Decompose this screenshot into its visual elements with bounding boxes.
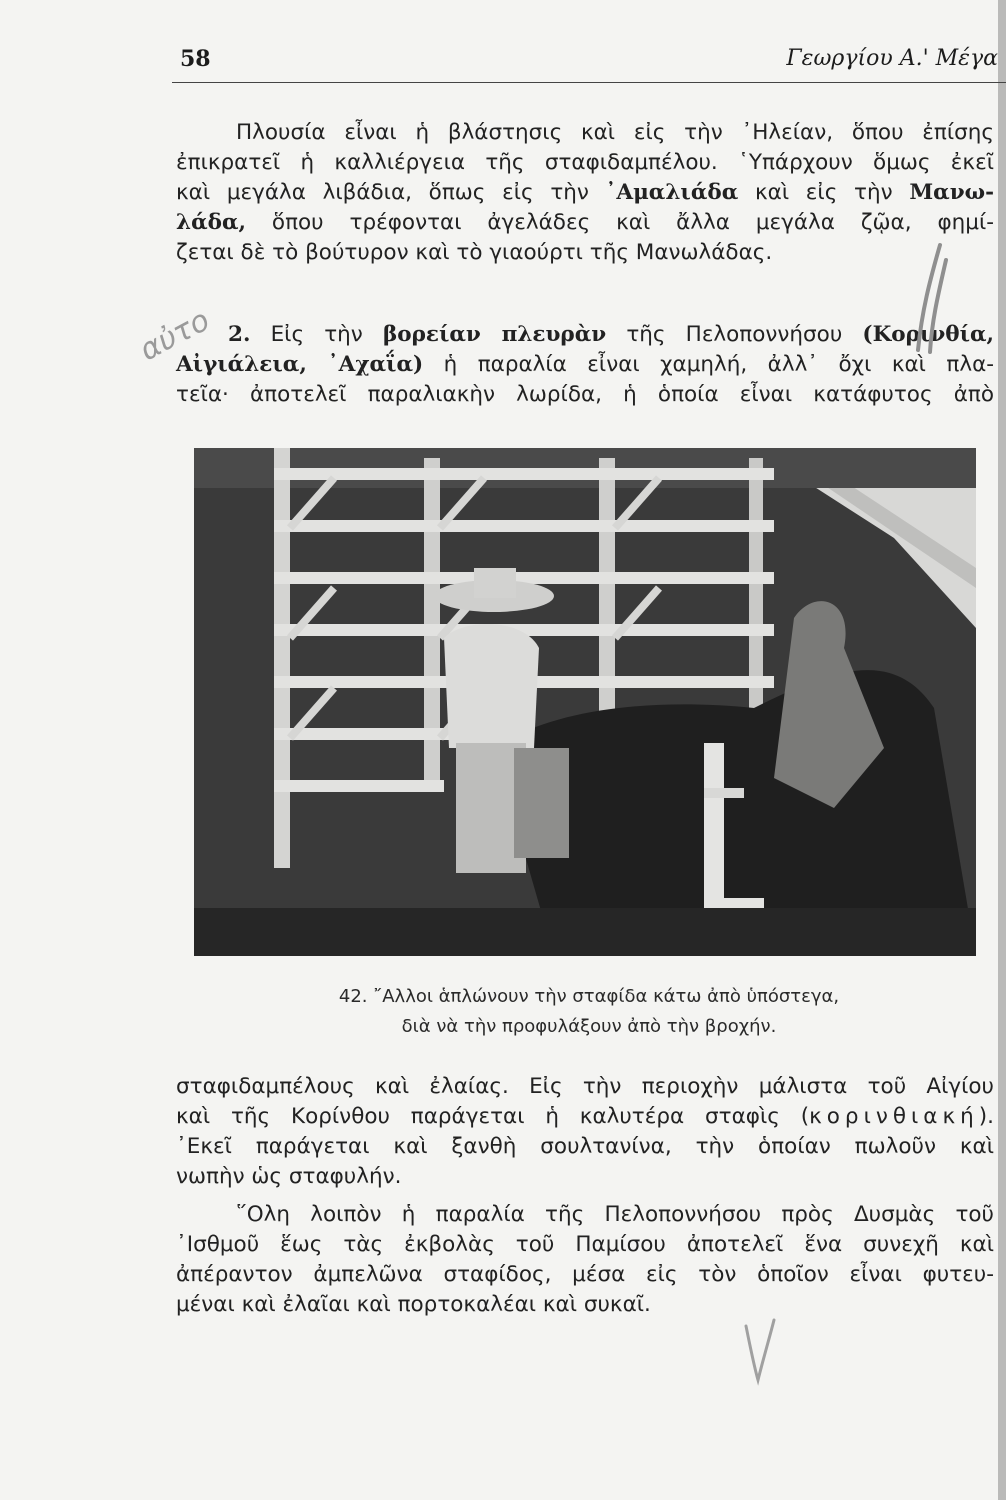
pencil-check-mark (740, 1316, 780, 1386)
text-line: καὶ τῆς Κορίνθου παράγεται ἡ καλυτέρα σταφὶς (κορινθιακή). (176, 1104, 994, 1129)
text-line: τεῖα· ἀποτελεῖ παραλιακὴν λωρίδα, ἡ ὁποία εἶναι κατάφυτος ἀπὸ (176, 382, 994, 407)
text-line: ἐπικρατεῖ ἡ καλλιέργεια τῆς σταφιδαμπέλου. ῾Υπάρχουν ὅμως ἐκεῖ (176, 150, 994, 175)
paragraph-ileia (176, 118, 994, 268)
paragraph-aigio-korinthos (176, 1072, 994, 1192)
place-aigialeia-achaia: Αἰγιάλεια, ᾿Αχαΐα) (176, 352, 424, 377)
figure-caption-line-2: διὰ νὰ τὴν προφυλάξουν ἀπὸ τὴν βροχήν. (401, 1016, 777, 1037)
term-korinthiaki: κορινθιακή (809, 1104, 979, 1129)
place-manolada: Μανω- (909, 180, 994, 205)
pencil-stroke-mark (900, 240, 960, 360)
pencil-annotation: αὐτο (134, 302, 216, 369)
text-line: νωπὴν ὡς σταφυλήν. (176, 1164, 402, 1189)
page-edge-shadow (998, 0, 1006, 1500)
text-line: Πλουσία εἶναι ἡ βλάστησις καὶ εἰς τὴν ᾿Ηλείαν, ὅπου ἐπίσης (236, 120, 994, 145)
text-line: λάδα, ὅπου τρέφονται ἀγελάδες καὶ ἄλλα μεγάλα ζῷα, φημί- (176, 210, 994, 235)
header-rule (172, 82, 1006, 83)
page-number: 58 (180, 46, 211, 72)
text-line: Αἰγιάλεια, ᾿Αχαΐα) ἡ παραλία εἶναι χαμηλή, ἀλλ᾿ ὄχι καὶ πλα- (176, 352, 995, 377)
section-number: 2. (228, 322, 251, 347)
place-korinthia: (Κορινθία, (862, 322, 995, 347)
photo-illustration (194, 448, 976, 956)
text-line: μέναι καὶ ἐλαῖαι καὶ πορτοκαλέαι καὶ συκαῖ. (176, 1292, 651, 1317)
paragraph-coast-summary (176, 1200, 994, 1320)
figure-caption-line-1: 42. ῎Αλλοι ἁπλώνουν τὴν σταφίδα κάτω ἀπὸ ὑπόστεγα, (338, 986, 840, 1007)
text-line: καὶ μεγάλα λιβάδια, ὅπως εἰς τὴν ᾿Αμαλιάδα καὶ εἰς τὴν Μανω- (176, 180, 994, 205)
text-line: σταφιδαμπέλους καὶ ἐλαίας. Εἰς τὴν περιοχὴν μάλιστα τοῦ Αἰγίου (176, 1074, 994, 1099)
text-line: 2. Εἰς τὴν βορείαν πλευρὰν τῆς Πελοποννήσου (Κορινθία, (228, 322, 995, 347)
paragraph-north-side (176, 320, 994, 410)
photograph-raisin-drying-shed (194, 448, 976, 956)
text-line: ᾿Ισθμοῦ ἕως τὰς ἐκβολὰς τοῦ Παμίσου ἀποτελεῖ ἕνα συνεχῆ καὶ (176, 1232, 994, 1257)
running-header-author: Γεωργίου Α.' Μέγα (786, 46, 998, 71)
term-north-side: βορείαν πλευρὰν (382, 322, 607, 347)
text-line: ἀπέραντον ἀμπελῶνα σταφίδος, μέσα εἰς τὸν ὁποῖον εἶναι φυτευ- (176, 1262, 994, 1287)
text-line: ᾿Εκεῖ παράγεται καὶ ξανθὴ σουλτανίνα, τὴν ὁποίαν πωλοῦν καὶ (176, 1134, 994, 1159)
text-line: ῞Ολη λοιπὸν ἡ παραλία τῆς Πελοποννήσου πρὸς Δυσμὰς τοῦ (236, 1202, 994, 1227)
text-line: ζεται δὲ τὸ βούτυρον καὶ τὸ γιαούρτι τῆς Μανωλάδας. (176, 240, 773, 265)
place-amaliada: ᾿Αμαλιάδα (605, 180, 739, 205)
